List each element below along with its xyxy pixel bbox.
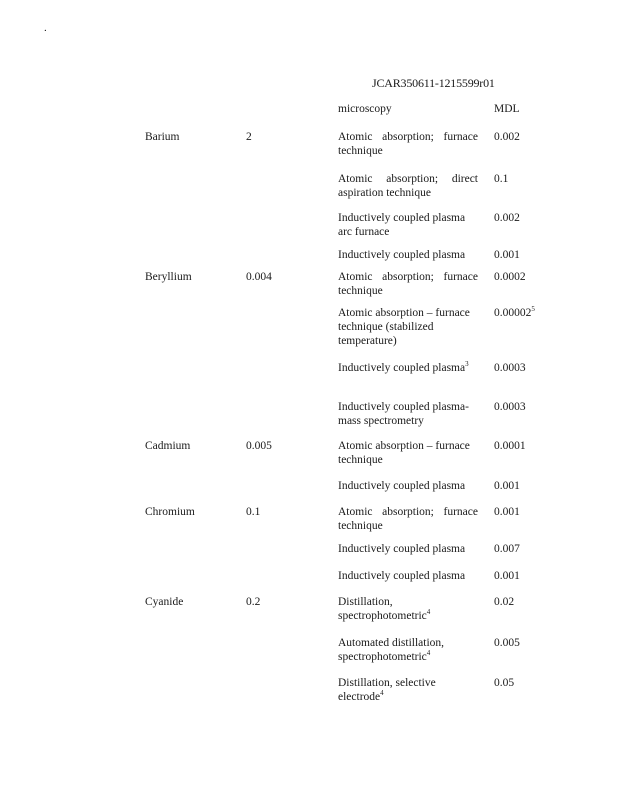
method-cell: Inductively coupled plasma — [338, 480, 466, 492]
mcl-cell: 0.004 — [246, 271, 272, 283]
document-id: JCAR350611-1215599r01 — [372, 76, 495, 90]
method-cell: Atomic absorption – furnace technique — [338, 440, 470, 466]
method-cell — [338, 676, 478, 704]
method-cell: Inductively coupled plasma — [338, 570, 466, 582]
mcl-cell: 0.005 — [246, 440, 272, 452]
method-cell — [338, 361, 478, 375]
mdl-value: 0.00002 — [494, 307, 532, 319]
method-cell: Inductively coupled plasma-mass spectrometry — [338, 401, 469, 427]
footnote-mark: 4 — [426, 608, 431, 617]
method-text: Distillation, selective electrode — [338, 677, 436, 703]
mdl-header: MDL — [494, 103, 520, 115]
method-cell — [338, 636, 478, 664]
corner-mark: . — [44, 22, 47, 34]
method-text: Automated distillation, spectrophotometric — [338, 637, 445, 663]
mdl-cell: 0.001 — [494, 480, 520, 492]
mdl-cell: 0.1 — [494, 173, 509, 185]
mdl-cell: 0.001 — [494, 249, 520, 261]
method-text: Distillation, spectrophotometric — [338, 596, 427, 622]
mdl-cell: 0.0003 — [494, 362, 526, 374]
mdl-cell: 0.002 — [494, 131, 520, 143]
footnote-mark: 4 — [426, 649, 431, 658]
mdl-cell: 0.05 — [494, 677, 515, 689]
method-cell: Inductively coupled plasma — [338, 543, 466, 555]
method-cell: Atomic absorption; furnace technique — [338, 506, 478, 532]
method-cell: Atomic absorption; furnace technique — [338, 271, 478, 297]
mdl-cell: 0.005 — [494, 637, 520, 649]
mcl-cell: 0.2 — [246, 596, 261, 608]
contaminant-cell: Barium — [145, 131, 180, 143]
mdl-cell: 0.02 — [494, 596, 515, 608]
footnote-mark: 5 — [531, 305, 535, 314]
contaminant-cell: Cyanide — [145, 596, 184, 608]
footnote-mark: 4 — [380, 689, 384, 698]
footnote-mark: 3 — [465, 360, 469, 369]
method-cell: microscopy — [338, 103, 392, 115]
method-cell: Atomic absorption; direct aspiration technique — [338, 173, 478, 199]
contaminant-cell: Beryllium — [145, 271, 192, 283]
method-text: Inductively coupled plasma — [338, 362, 466, 374]
mdl-cell: 0.001 — [494, 570, 520, 582]
method-cell: Atomic absorption – furnace technique (stabilized temperature) — [338, 307, 470, 347]
method-cell: Inductively coupled plasma arc furnace — [338, 212, 466, 238]
mdl-cell: 0.0003 — [494, 401, 526, 413]
mcl-cell: 0.1 — [246, 506, 261, 518]
mdl-cell: 0.0001 — [494, 440, 526, 452]
mdl-cell: 0.001 — [494, 506, 520, 518]
method-cell: Inductively coupled plasma — [338, 249, 466, 261]
contaminant-cell: Chromium — [145, 506, 195, 518]
mdl-cell: 0.002 — [494, 212, 520, 224]
mdl-cell — [494, 306, 535, 320]
contaminant-cell: Cadmium — [145, 440, 191, 452]
method-cell: Atomic absorption; furnace technique — [338, 131, 478, 157]
mdl-cell: 0.0002 — [494, 271, 526, 283]
mdl-cell: 0.007 — [494, 543, 520, 555]
mcl-cell: 2 — [246, 131, 252, 143]
method-cell — [338, 595, 478, 623]
